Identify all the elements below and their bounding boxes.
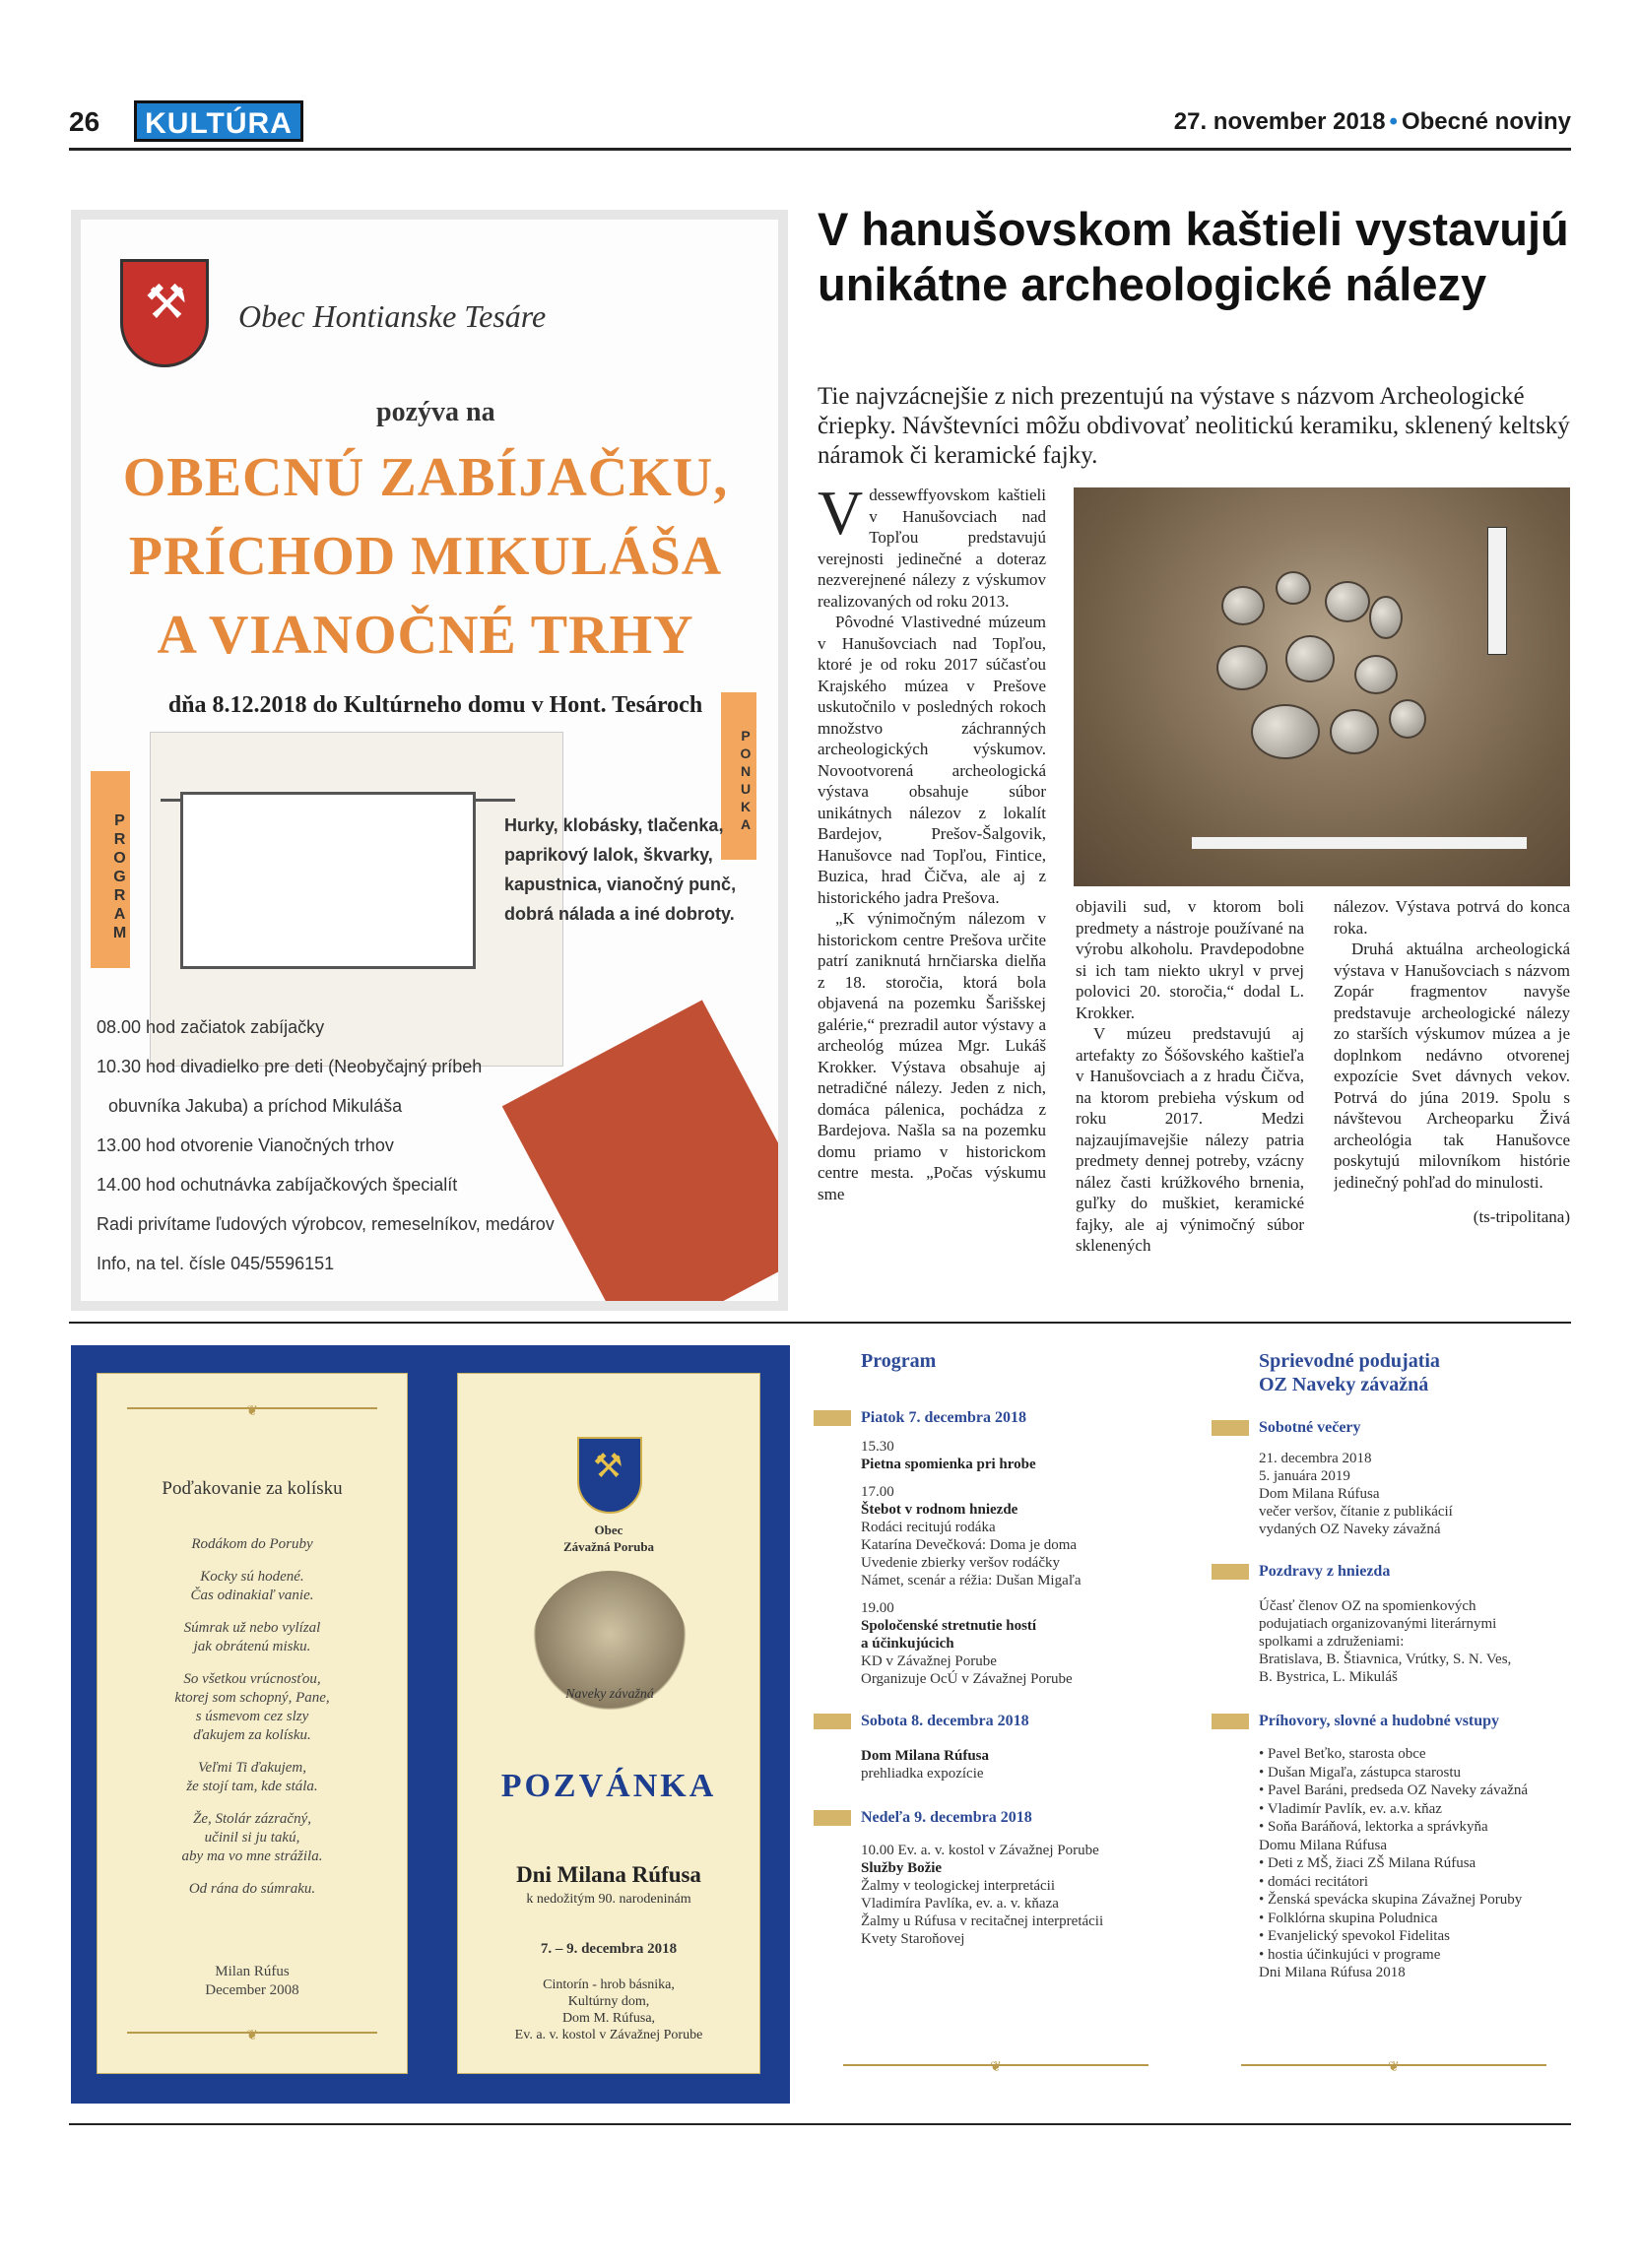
event-subtitle: k nedožitým 90. narodeninám	[526, 1892, 691, 1907]
poster-date: dňa 8.12.2018 do Kultúrneho domu v Hont. Tesároch	[167, 692, 703, 718]
header-rule	[69, 148, 1571, 151]
event-venues: Cintorín - hrob básnika, Kultúrny dom, Dom M. Rúfusa, Ev. a. v. kostol v Závažnej Porube	[514, 1977, 703, 2042]
side-events-title: Sprievodné podujatia OZ Naveky závažná	[1259, 1350, 1440, 1395]
invitation-card	[71, 1345, 790, 2104]
schedule-line: 13.00 hod otvorenie Vianočných trhov	[97, 1135, 394, 1155]
program-column	[814, 1345, 1178, 2104]
poem-title: Poďakovanie za kolísku	[162, 1478, 343, 1499]
poster-title-line: OBECNÚ ZABÍJAČKU,	[122, 447, 729, 508]
poem-stanza: Že, Stolár zázračný, učinil si ju takú, aby ma vo mne strážila.	[181, 1811, 323, 1864]
schedule-line: 14.00 hod ochutnávka zabíjačkových špecialít	[97, 1175, 458, 1195]
ornament-divider: ❦	[1241, 2064, 1546, 2076]
poem-panel	[97, 1373, 408, 2074]
section-rule	[69, 1322, 1571, 1324]
article-paragraph: Druhá aktuálna archeologická výstava v Hanušovciach s názvom Zopár fragmentov navyše predstavuje archeologické nálezy zo starších výskumov múzea a je doplnkom nedávno otvorenej expozície Svet dávnych vekov. Potrvá do júna 2019. Spolu s návštevou Archeoparku Živá archeológia tak Hanušovce poskytujú milovníkom histórie jedinečný pohľad do minulosti.	[1334, 940, 1570, 1192]
poem-stanza: So všetkou vrúcnosťou, ktorej som schopný, Pane, s úsmevom cez slzy ďakujem za kolísku.	[174, 1671, 330, 1743]
seal-text: Naveky závažná	[565, 1687, 654, 1702]
program-band: PROGRAM	[91, 771, 130, 968]
schedule-line: obuvníka Jakuba) a príchod Mikuláša	[108, 1096, 403, 1116]
program-day	[814, 1408, 1178, 1428]
side-event-body: Účasť členov OZ na spomienkových podujatiach organizovanými literárnymi spolkami a združeniami: Bratislava, B. Štiavnica, Vrútky, S. N. Ves, B. Bystrica, L. Mikuláš	[1259, 1598, 1512, 1685]
article-paragraph: Pôvodné Vlastivedné múzeum v Hanušovciach nad Topľou, ktoré je od roku 2017 súčasťou Krajského múzea v Prešove uskutočnilo v posledných rokoch množstvo záchranných archeologických výskumov. Novootvorená archeologická výstava obsahuje súbor unikátnych nálezov z lokalít Bardejov, Prešov-Šalgovik, Hanušovce nad Topľou, Fintice, Buzica, hrad Čičva, ale aj z historického jadra Prešova.	[818, 613, 1046, 907]
program-title: Program	[861, 1350, 937, 1372]
speaker-list: • Pavel Beťko, starosta obce • Dušan Migaľa, zástupca starostu • Pavel Baráni, predseda OZ Naveky závažná • Vladimír Pavlík, ev. a.v. kňaz • Soňa Baráňová, lektorka a správkyňa Domu Milana Rúfusa • Deti z MŠ, žiaci ZŠ Milana Rúfusa • domáci recitátori • Ženská spevácka skupina Závažnej Poruby • Folklórna skupina Poludnica • Evanjelický spevokol Fidelitas • hostia účinkujúci v programe Dni Milana Rúfusa 2018	[1259, 1746, 1529, 1980]
offer-band: PONUKA	[721, 692, 756, 860]
program-item: 17.00 Štebot v rodnom hniezde Rodáci recitujú rodáka Katarína Devečková: Doma je doma Uvedenie zbierky veršov rodáčky Námet, scenár a réžia: Dušan Migaľa	[861, 1484, 1082, 1588]
side-event-heading: Pozdravy z hniezda	[1259, 1563, 1391, 1580]
menu-line: dobrá nálada a iné dobroty.	[504, 904, 735, 924]
article-column-2	[1076, 896, 1304, 1309]
poster-title-line: A VIANOČNÉ TRHY	[157, 605, 694, 666]
article-lead: Tie najvzácnejšie z nich prezentujú na výstave s názvom Archeologické čriepky. Návštevníci môžu obdivovať neolitickú keramiku, sklenený keltský náramok či keramické fajky.	[818, 383, 1570, 469]
article-column-1	[818, 485, 1046, 1309]
poem-text	[98, 1535, 407, 1912]
article-credit: (ts-tripolitana)	[1473, 1207, 1570, 1226]
archaeology-photo	[1074, 487, 1570, 886]
poem-signature: Milan Rúfus December 2008	[205, 1964, 299, 1998]
measuring-tape	[1192, 837, 1527, 849]
poem-stanza: Súmrak už nebo vylízal jak obrátenú misku.	[183, 1620, 321, 1654]
side-event-heading: Sobotné večery	[1259, 1419, 1361, 1436]
program-item: Dom Milana Rúfusa prehliadka expozície	[861, 1748, 990, 1782]
article-paragraph: objavili sud, v ktorom boli predmety a nástroje používané na výrobu alkoholu. Pravdepodobne si ich tam niekto ukryl v prvej polovici 20. storočia,“ dodal L. Krokker.	[1076, 897, 1304, 1022]
poster-title-line: PRÍCHOD MIKULÁŠA	[128, 526, 723, 587]
drop-cap: V	[818, 485, 864, 548]
side-event-section	[1212, 1712, 1576, 1731]
article-paragraph: nálezov. Výstava potrvá do konca roka.	[1334, 897, 1570, 938]
village-name: Obec Závažná Poruba	[562, 1523, 655, 1554]
ornament-divider: ❦	[127, 1407, 377, 1421]
side-event-heading: Príhovory, slovné a hudobné vstupy	[1259, 1713, 1500, 1729]
article-headline: V hanušovskom kaštieli vystavujú unikátne archeologické nálezy	[818, 203, 1569, 310]
poem-stanza: Rodákom do Poruby	[191, 1536, 313, 1552]
menu-line: Hurky, klobásky, tlačenka,	[504, 815, 724, 835]
issue-line	[1174, 108, 1571, 136]
event-name: Dni Milana Rúfusa	[516, 1862, 701, 1887]
poem-stanza: Veľmi Ti ďakujem, že stojí tam, kde stála.	[186, 1760, 318, 1794]
poster-invites: pozýva na	[376, 397, 495, 427]
issue-date: 27. november 2018	[1173, 108, 1386, 135]
separator-dot: •	[1389, 108, 1398, 135]
program-item: 19.00 Spoločenské stretnutie hostí a účinkujúcich KD v Závažnej Porube Organizuje OcÚ v Závažnej Porube	[861, 1600, 1073, 1687]
day-heading: Sobota 8. decembra 2018	[861, 1713, 1029, 1729]
program-item: 15.30 Pietna spomienka pri hrobe	[861, 1439, 1036, 1472]
day-heading: Piatok 7. decembra 2018	[861, 1409, 1026, 1426]
side-event-section	[1212, 1562, 1576, 1582]
program-sheet	[814, 1345, 1574, 2104]
article-paragraph: „K výnimočným nálezom v historickom centre Prešova určite patrí zaniknutá hrnčiarska dielňa z 18. storočia, ktorá bola objavená na pozemku Šarišskej galérie,“ prezradil autor výstavy a archeológ múzea Mgr. Lukáš Krokker. Výstava obsahuje aj netradičné nálezy. Jeden z nich, domáca pálenica, pochádza z Bardejova. Našla sa na pozemku domu priamo v historickom centre mesta. „Počas výskumu sme	[818, 909, 1046, 1203]
invitation-title: POZVÁNKA	[500, 1768, 717, 1804]
village-coat-of-arms: ⚒	[120, 259, 209, 367]
day-heading: Nedeľa 9. decembra 2018	[861, 1809, 1032, 1826]
ornament-divider: ❦	[843, 2064, 1148, 2076]
menu-line: kapustnica, vianočný punč,	[504, 875, 737, 894]
village-coat-of-arms: ⚒	[577, 1437, 642, 1514]
menu-line: paprikový lalok, škvarky,	[504, 845, 713, 865]
side-event-body: 21. decembra 2018 5. januára 2019 Dom Milana Rúfusa večer veršov, čítanie z publikácií vydaných OZ Naveky závažná	[1259, 1451, 1453, 1537]
program-column	[1212, 1345, 1576, 2104]
schedule-line: 10.30 hod divadielko pre deti (Neobyčajný príbeh	[97, 1057, 483, 1076]
side-event-section	[1212, 1418, 1576, 1438]
article-paragraph: Vdessewffyovskom kaštieli v Hanušovciach nad Topľou predstavujú verejnosti jedinečné a doteraz nezverejnené nálezy z výskumov realizovaných od roku 2013.	[818, 485, 1046, 611]
program-day	[814, 1712, 1178, 1731]
portrait-seal	[531, 1571, 689, 1728]
article-paragraph: V múzeu predstavujú aj artefakty zo Šóšovského kaštieľa v Hanušovciach a z hradu Čičva, na ktorom prebieha výskum od roku 2017. Medzi najzaujímavejšie nálezy patria predmety dennej potreby, vzácny nález časti krúžkového brnenia, guľky do muškiet, keramické fajky, ale aj výnimočný súbor sklenených	[1076, 1024, 1304, 1255]
poster-schedule	[97, 1007, 786, 1283]
event-dates: 7. – 9. decembra 2018	[540, 1941, 678, 1957]
poem-stanza: Od rána do súmraku.	[188, 1881, 316, 1897]
program-day	[814, 1808, 1178, 1828]
schedule-line: Radi privítame ľudových výrobcov, remeselníkov, medárov	[97, 1214, 555, 1234]
poster-village: Obec Hontianske Tesáre	[238, 298, 547, 334]
page-number: 26	[69, 106, 100, 137]
measuring-scale	[1487, 527, 1507, 655]
paper-name: Obecné noviny	[1401, 108, 1571, 135]
program-item: 10.00 Ev. a. v. kostol v Závažnej Porube Služby Božie Žalmy v teologickej interpretácii Vladimíra Pavlíka, ev. a. v. kňaza Žalmy u Rúfusa v recitačnej interpretácii Kvety Staroňovej	[861, 1843, 1104, 1947]
footer-rule	[69, 2123, 1571, 2125]
schedule-line: 08.00 hod začiatok zabíjačky	[97, 1017, 325, 1037]
ornament-divider: ❦	[127, 2032, 377, 2045]
article-column-3	[1334, 896, 1570, 1309]
poster-menu	[504, 810, 751, 929]
poem-stanza: Kocky sú hodené. Čas odinakiaľ vanie.	[190, 1569, 314, 1603]
cover-panel	[457, 1373, 760, 2074]
schedule-line: Info, na tel. čísle 045/5596151	[97, 1254, 335, 1273]
event-poster	[71, 210, 788, 1311]
section-label: KULTÚRA	[134, 100, 303, 142]
